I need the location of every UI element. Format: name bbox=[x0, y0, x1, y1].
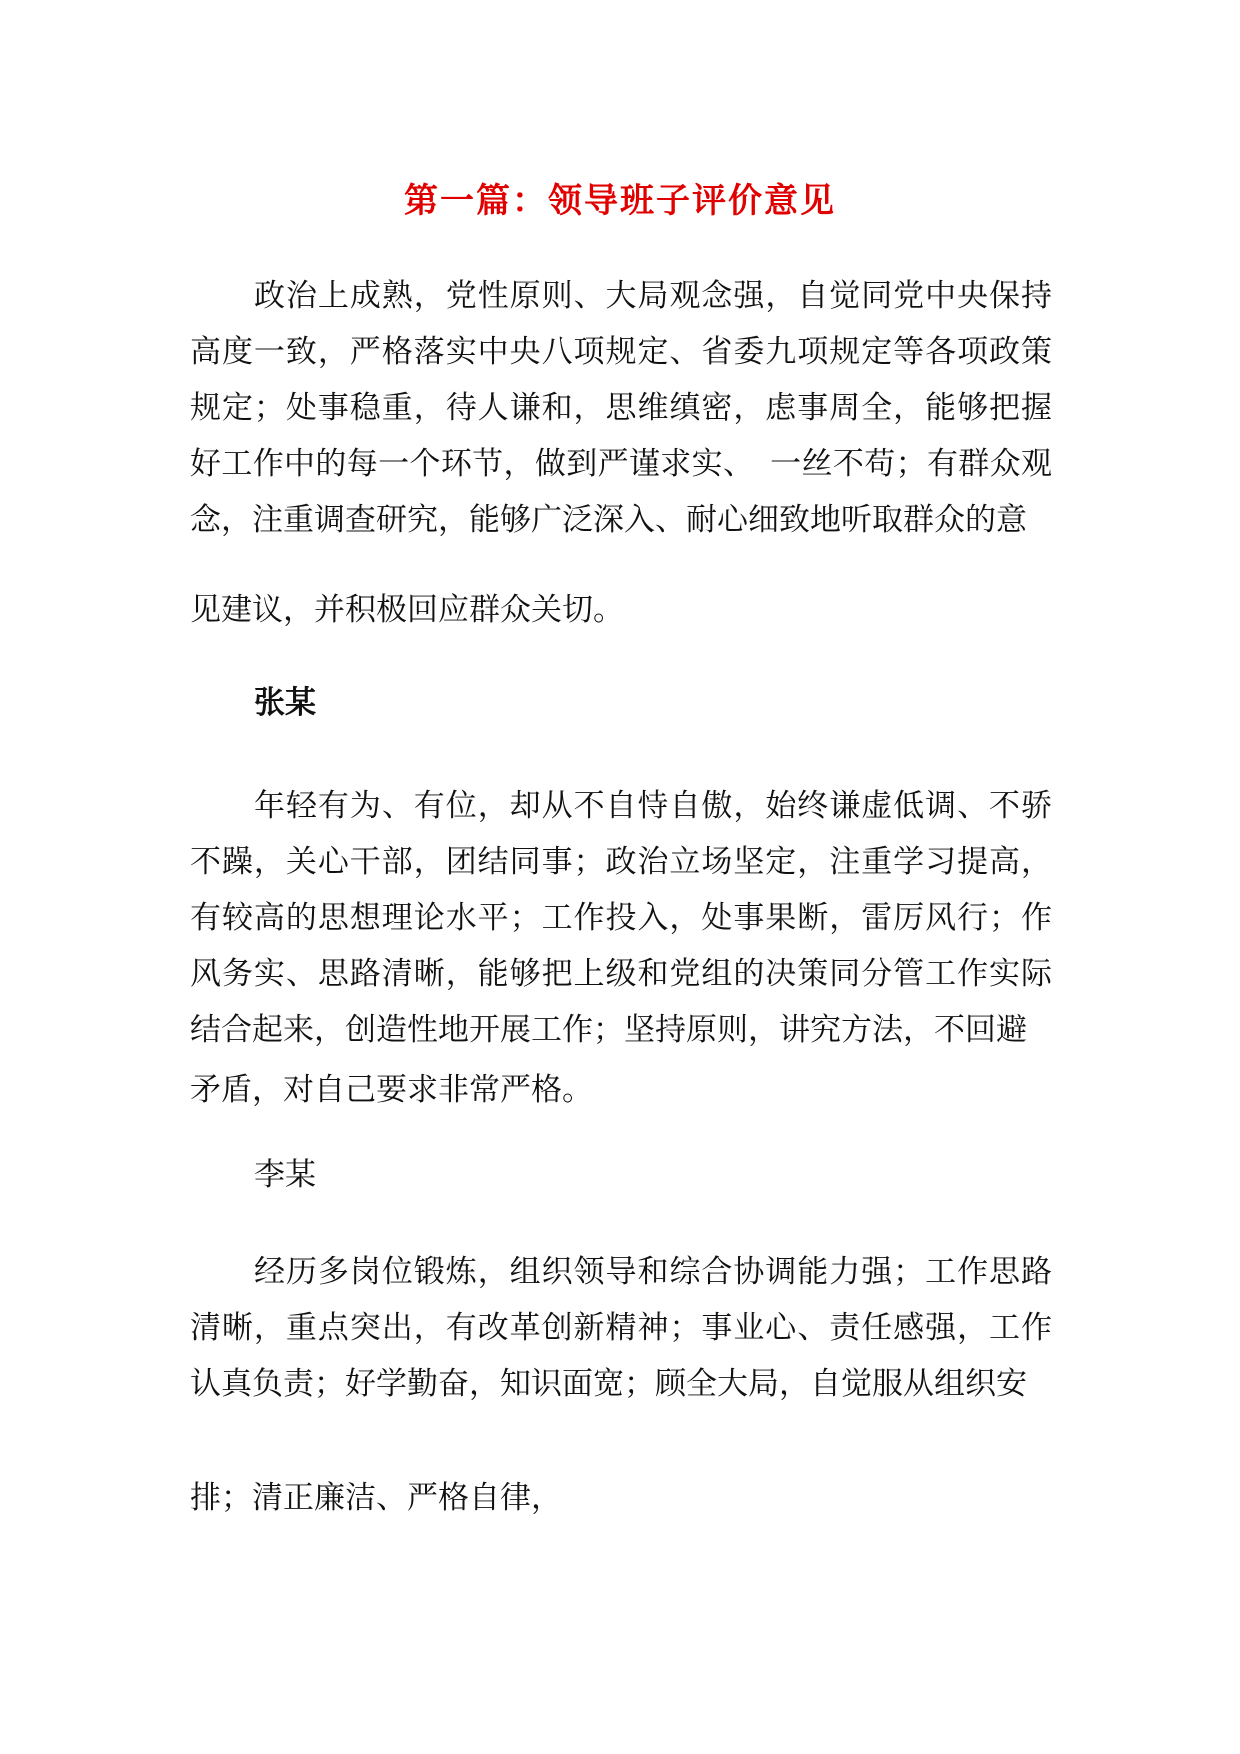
person-name-zhang: 张某 bbox=[254, 685, 316, 721]
paragraph-zhang-tail: 矛盾，对自己要求非常严格。 bbox=[190, 1072, 593, 1108]
paragraph-li-tail: 排；清正廉洁、严格自律， bbox=[190, 1480, 562, 1516]
paragraph-intro: 政治上成熟，党性原则、大局观念强，自觉同党中央保持高度一致，严格落实中央八项规定、省委九项规定等各项政策规定；处事稳重，待人谦和，思维缜密，虑事周全，能够把握好工作中的每一个环节，做到严谨求实、 一丝不苟；有群众观 念，注重调查研究，能够广泛深入、耐心细致地听取群众的意 bbox=[190, 278, 1083, 538]
paragraph-zhang: 年轻有为、有位，却从不自恃自傲，始终谦虚低调、不骄不躁，关心干部，团结同事；政治立场坚定，注重学习提高，有较高的思想理论水平；工作投入，处事果断，雷厉风行；作风务实、思路清晰，能够把上级和党组的决策同分管工作实际结合起来，创造性地开展工作；坚持原则，讲究方法，不回避 bbox=[190, 788, 1052, 1048]
paragraph-intro-tail: 见建议，并积极回应群众关切。 bbox=[190, 592, 624, 628]
person-name-li: 李某 bbox=[254, 1157, 316, 1193]
paragraph-li: 经历多岗位锻炼，组织领导和综合协调能力强；工作思路清晰，重点突出，有改革创新精神；事业心、责任感强，工作 认真负责；好学勤奋，知识面宽；顾全大局，自觉服从组织安 bbox=[190, 1254, 1083, 1402]
document-title: 第一篇：领导班子评价意见 bbox=[404, 181, 836, 221]
